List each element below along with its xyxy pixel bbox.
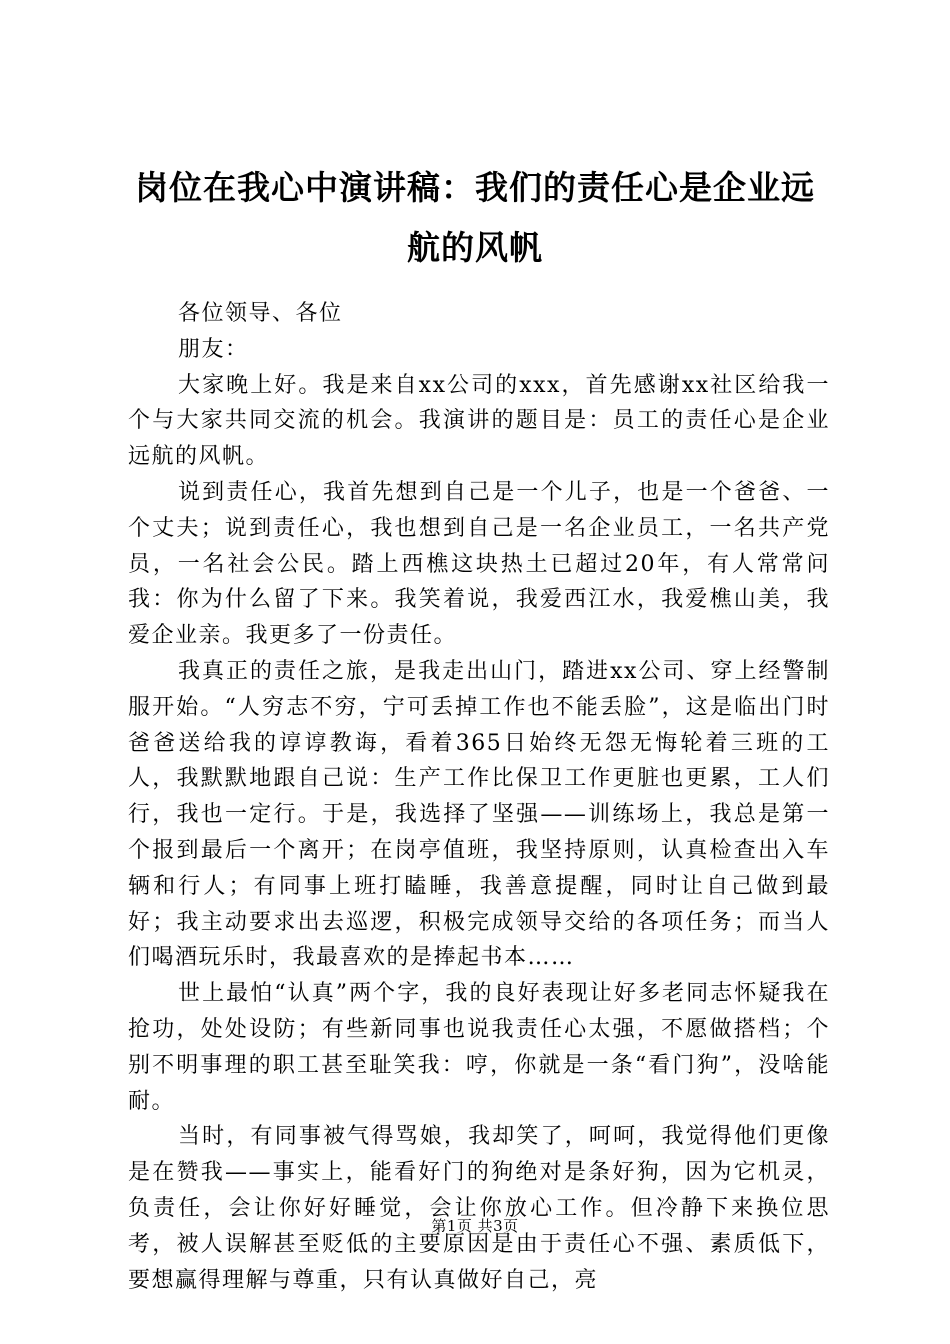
- paragraph: 当时，有同事被气得骂娘，我却笑了，呵呵，我觉得他们更像是在赞我——事实上，能看好门的狗绝对是条好狗，因为它机灵，负责任，会让你好好睡觉，会让你放心工作。但冷静下来换位思考，被人误解甚至贬低的主要原因是由于责任心不强、素质低下，要想赢得理解与尊重，只有认真做好自己，亮: [128, 1124, 830, 1293]
- paragraph: 说到责任心，我首先想到自己是一个儿子，也是一个爸爸、一个丈夫；说到责任心，我也想到自己是一名企业员工，一名共产党员，一名社会公民。踏上西樵这块热土已超过20年，有人常常问我：你为什么留了下来。我笑着说，我爱西江水，我爱樵山美，我爱企业亲。我更多了一份责任。: [128, 479, 830, 649]
- paragraph: 我真正的责任之旅，是我走出山门，踏进xx公司、穿上经警制服开始。“人穷志不穷，宁可丢掉工作也不能丢脸”，这是临出门时爸爸送给我的谆谆教诲，看着365日始终无怨无悔轮着三班的工人，我默默地跟自己说：生产工作比保卫工作更脏也更累，工人们行，我也一定行。于是，我选择了坚强——训练场上，我总是第一个报到最后一个离开；在岗亭值班，我坚持原则，认真检查出入车辆和行人；有同事上班打瞌睡，我善意提醒，同时让自己做到最好；我主动要求出去巡逻，积极完成领导交给的各项任务；而当人们喝酒玩乐时，我最喜欢的是捧起书本……: [128, 658, 830, 971]
- paragraph: 大家晚上好。我是来自xx公司的xxx，首先感谢xx社区给我一个与大家共同交流的机会。我演讲的题目是：员工的责任心是企业远航的风帆。: [128, 372, 830, 470]
- salutation-line-2: 朋友：: [178, 336, 249, 362]
- paragraph: 世上最怕“认真”两个字，我的良好表现让好多老同志怀疑我在抢功，处处设防；有些新同事也说我责任心太强，不愿做搭档；个别不明事理的职工甚至耻笑我：哼，你就是一条“看门狗”，没啥能耐。: [128, 981, 830, 1114]
- salutation-line-1: 各位领导、各位: [178, 301, 343, 326]
- page-number-footer: 第1页 共3页: [431, 1217, 519, 1235]
- document-title: 岗位在我心中演讲稿：我们的责任心是企业远航的风帆: [135, 168, 815, 267]
- document-body: [128, 296, 830, 1298]
